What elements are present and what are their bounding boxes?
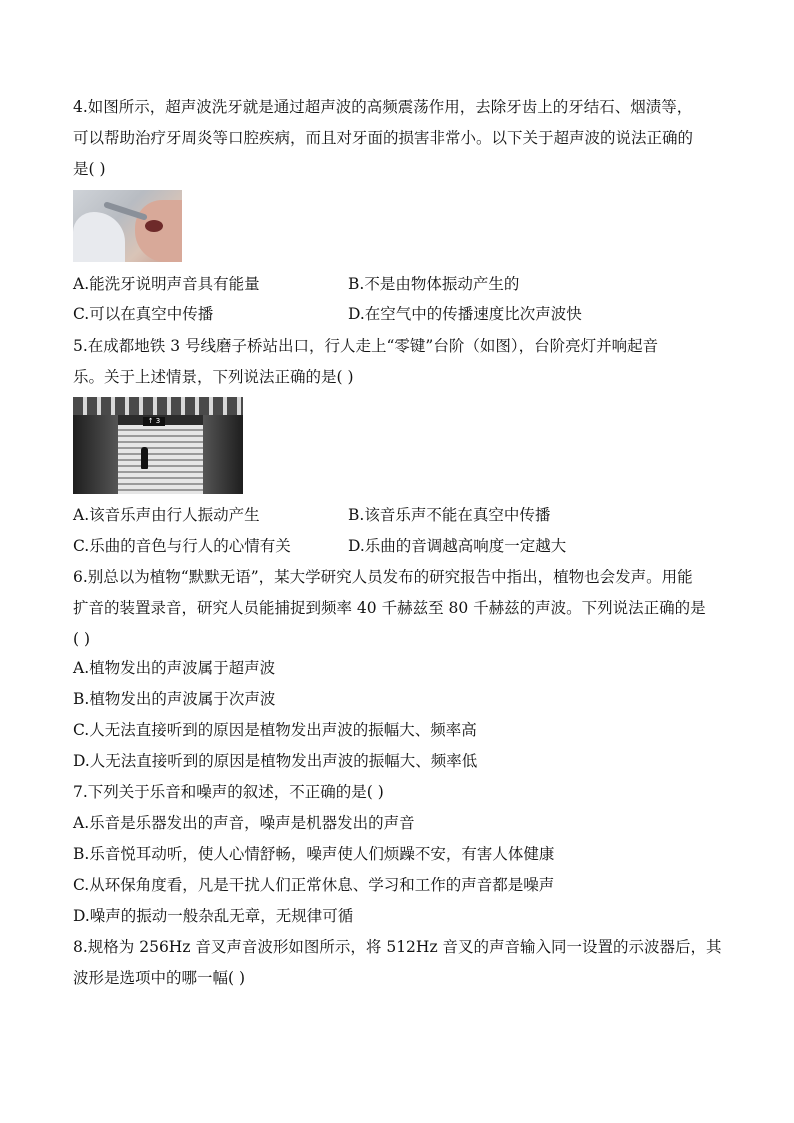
q4-option-c: C.可以在真空中传播 — [73, 305, 214, 323]
q4-stem-line-2: 可以帮助治疗牙周炎等口腔疾病，而且对牙面的损害非常小。以下关于超声波的说法正确的 — [73, 129, 694, 147]
q5-option-d: D.乐曲的音调越高响度一定越大 — [348, 537, 567, 555]
ultrasonic-teeth-cleaning-photo — [73, 190, 182, 262]
q8-stem-line-1: 8.规格为 256Hz 音叉声音波形如图所示，将 512Hz 音叉的声音输入同一设置的示波器后，其 — [73, 938, 722, 956]
q4-option-b: B.不是由物体振动产生的 — [348, 275, 520, 293]
q5-stem-line-1: 5.在成都地铁 3 号线磨子桥站出口，行人走上“零键”台阶（如图），台阶亮灯并响起音 — [73, 337, 659, 355]
q7-option-b: B.乐音悦耳动听，使人心情舒畅，噪声使人们烦躁不安，有害人体健康 — [73, 845, 555, 863]
walking-person-figure — [141, 447, 148, 469]
q6-stem-line-2: 扩音的装置录音，研究人员能捕捉到频率 40 千赫兹至 80 千赫兹的声波。下列说法正确的是 — [73, 599, 706, 617]
q7-option-d: D.噪声的振动一般杂乱无章，无规律可循 — [73, 907, 354, 925]
subway-stairs-photo — [73, 397, 243, 494]
q7-option-c: C.从环保角度看，凡是干扰人们正常休息、学习和工作的声音都是噪声 — [73, 876, 555, 894]
q7-option-a: A.乐音是乐器发出的声音，噪声是机器发出的声音 — [73, 814, 415, 832]
q6-option-c: C.人无法直接听到的原因是植物发出声波的振幅大、频率高 — [73, 721, 477, 739]
q4-option-a: A.能洗牙说明声音具有能量 — [73, 275, 260, 293]
q4-stem-line-3: 是( ) — [73, 160, 106, 178]
q4-stem-line-1: 4.如图所示，超声波洗牙就是通过超声波的高频震荡作用，去除牙齿上的牙结石、烟渍等， — [73, 98, 693, 116]
q6-option-a: A.植物发出的声波属于超声波 — [73, 659, 276, 677]
q5-option-a: A.该音乐声由行人振动产生 — [73, 506, 260, 524]
q6-option-d: D.人无法直接听到的原因是植物发出声波的振幅大、频率低 — [73, 752, 478, 770]
q5-option-b: B.该音乐声不能在真空中传播 — [348, 506, 551, 524]
q4-option-d: D.在空气中的传播速度比次声波快 — [348, 305, 582, 323]
q7-stem-line-1: 7.下列关于乐音和噪声的叙述，不正确的是( ) — [73, 783, 384, 801]
q8-stem-line-2: 波形是选项中的哪一幅( ) — [73, 969, 246, 987]
exit-sign: ↑ 3 — [143, 417, 165, 426]
q6-option-b: B.植物发出的声波属于次声波 — [73, 690, 276, 708]
q5-option-c: C.乐曲的音色与行人的心情有关 — [73, 537, 291, 555]
q5-stem-line-2: 乐。关于上述情景，下列说法正确的是( ) — [73, 368, 354, 386]
q6-stem-line-1: 6.别总以为植物“默默无语”，某大学研究人员发布的研究报告中指出，植物也会发声。用能 — [73, 568, 693, 586]
q6-stem-line-3: ( ) — [73, 630, 91, 648]
